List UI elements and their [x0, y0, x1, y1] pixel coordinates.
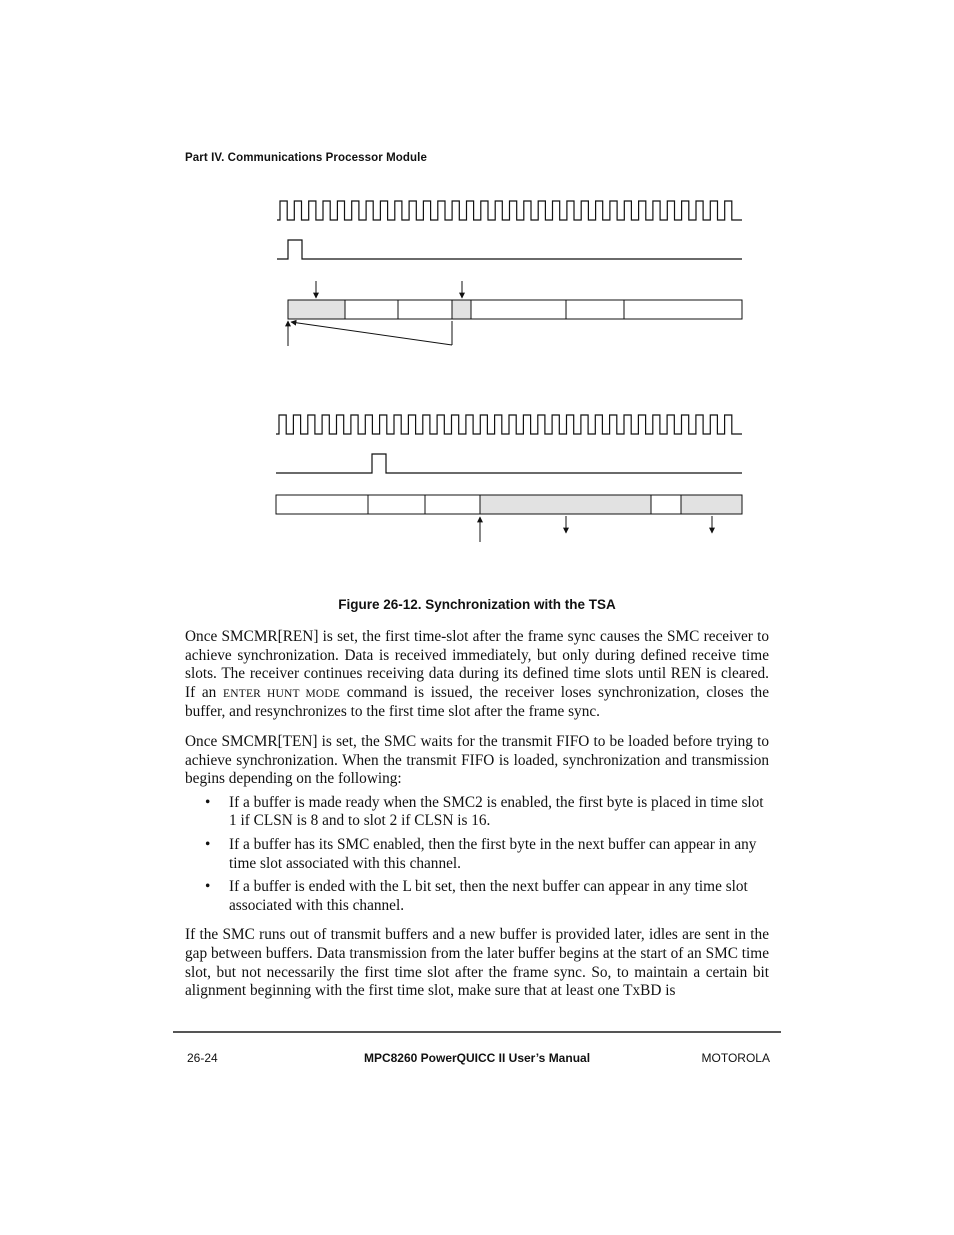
receive-frame-sync-waveform	[277, 240, 742, 259]
running-header: Part IV. Communications Processor Module	[185, 152, 427, 164]
transmit-active-slot	[681, 495, 742, 514]
transmit-timing	[276, 415, 742, 542]
bullet-list	[185, 794, 769, 916]
paragraph-text: Once SMCMR[REN] is set, the first time-slot after the frame sync causes the SMC receiver to achieve synchronization. Data is received immediately, but only during defined receive time slots. The receiver continues receiving data during its defined time slots until REN is cleared. If an	[185, 628, 769, 701]
receive-time-slot-bar	[288, 300, 742, 319]
list-item	[185, 836, 769, 873]
paragraph-transmit-sync: Once SMCMR[TEN] is set, the SMC waits for the transmit FIFO to be loaded before trying to achieve synchronization. When the transmit FIFO is loaded, synchronization and transmission begins depending on the following:	[185, 732, 769, 788]
paragraph-text: command is issued, the receiver loses synchronization, closes the buffer, and resynchronizes to the first time slot after the frame sync.	[185, 683, 769, 721]
transmit-clock-waveform	[276, 415, 742, 434]
resync-arrow	[291, 322, 452, 345]
list-item	[185, 878, 769, 915]
company-name: MOTOROLA	[701, 1051, 770, 1065]
paragraph-receive-sync	[185, 628, 769, 722]
page-number: 26-24	[187, 1051, 218, 1065]
enter-hunt-mode-command: ENTER HUNT MODE	[223, 687, 341, 700]
receive-active-slot	[452, 300, 471, 319]
bullet-icon: •	[205, 878, 211, 896]
footer-rule	[173, 1031, 781, 1033]
list-item-text: If a buffer is made ready when the SMC2 is enabled, the first byte is placed in time slot 1 if CLSN is 8 and to slot 2 if CLSN is 16.	[229, 793, 764, 830]
transmit-active-slot	[480, 495, 651, 514]
receive-timing	[277, 201, 742, 346]
body-text	[185, 628, 769, 1012]
paragraph-transmit-buffers: If the SMC runs out of transmit buffers and a new buffer is provided later, idles are sent in the gap between buffers. Data transmission from the later buffer begins at the start of an SMC time slot, but not necessarily the first time slot after the frame sync. So, to maintain a certain bit alignment beginning with the first time slot, make sure that at least one TxBD is	[185, 926, 769, 1000]
receive-active-slot	[288, 300, 345, 319]
receive-clock-waveform	[277, 201, 742, 220]
list-item-text: If a buffer has its SMC enabled, then the first byte in the next buffer can appear in any time slot associated with this channel.	[229, 835, 757, 872]
transmit-frame-sync-waveform	[276, 454, 742, 473]
bullet-icon: •	[205, 835, 211, 853]
tsa-sync-timing-diagram	[0, 0, 954, 580]
figure-caption: Figure 26-12. Synchronization with the TSA	[338, 597, 616, 612]
manual-title: MPC8260 PowerQUICC II User’s Manual	[363, 1051, 591, 1065]
bullet-icon: •	[205, 793, 211, 811]
transmit-time-slot-bar	[276, 495, 742, 514]
list-item-text: If a buffer is ended with the L bit set, then the next buffer can appear in any time slot associated with this channel.	[229, 878, 748, 914]
list-item	[185, 794, 769, 831]
